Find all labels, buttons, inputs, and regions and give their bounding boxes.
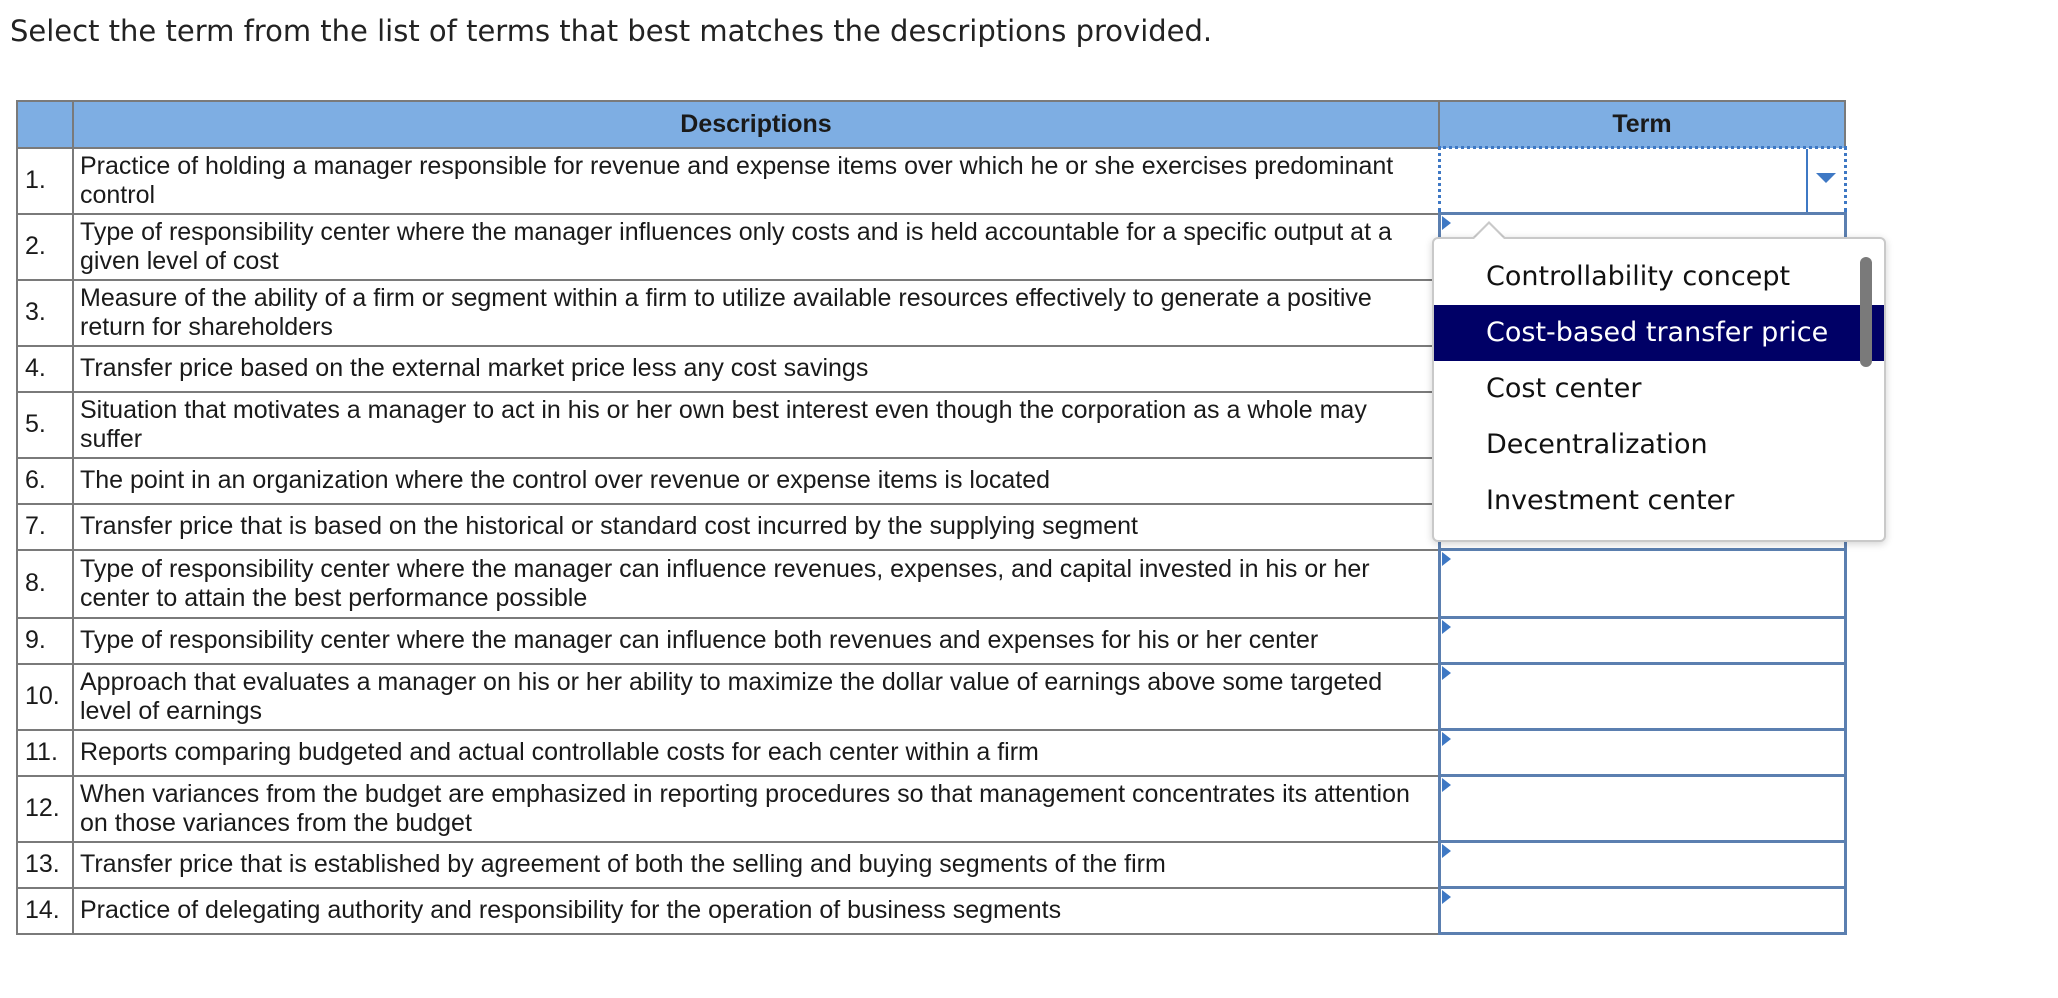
dropdown-pointer-inner — [1474, 224, 1504, 239]
instructions-text: Select the term from the list of terms that best matches the descriptions provided. — [10, 14, 1213, 48]
row-number: 8. — [17, 550, 73, 618]
term-select-11[interactable] — [1439, 730, 1845, 776]
row-number: 12. — [17, 776, 73, 842]
corner-marker-icon — [1442, 620, 1451, 634]
dropdown-scrollbar[interactable] — [1860, 257, 1872, 367]
row-description: Transfer price based on the external market price less any cost savings — [73, 346, 1439, 392]
row-description: Type of responsibility center where the manager can influence both revenues and expenses for his or her center — [73, 618, 1439, 664]
row-description: Type of responsibility center where the manager influences only costs and is held accountable for a specific output at a given level of cost — [73, 214, 1439, 280]
row-number: 5. — [17, 392, 73, 458]
row-description: Type of responsibility center where the manager can influence revenues, expenses, and capital invested in his or her center to attain the best performance possible — [73, 550, 1439, 618]
row-description: Situation that motivates a manager to act in his or her own best interest even though the corporation as a whole may suffer — [73, 392, 1439, 458]
row-description: When variances from the budget are emphasized in reporting procedures so that management concentrates its attention on those variances from the budget — [73, 776, 1439, 842]
row-description: Practice of delegating authority and responsibility for the operation of business segments — [73, 888, 1439, 934]
row-description: Transfer price that is established by agreement of both the selling and buying segments of the firm — [73, 842, 1439, 888]
corner-marker-icon — [1442, 732, 1451, 746]
row-number: 1. — [17, 148, 73, 214]
row-description: Reports comparing budgeted and actual controllable costs for each center within a firm — [73, 730, 1439, 776]
table-row — [17, 664, 1845, 730]
row-number: 7. — [17, 504, 73, 550]
term-dropdown-list[interactable] — [1432, 237, 1886, 542]
dropdown-option[interactable]: Cost center — [1486, 373, 1642, 404]
dropdown-option-selected[interactable]: Cost-based transfer price — [1434, 305, 1884, 361]
term-select-14[interactable] — [1439, 888, 1845, 934]
row-number: 9. — [17, 618, 73, 664]
table-row — [17, 148, 1845, 214]
term-select-8[interactable] — [1439, 550, 1845, 618]
row-number: 2. — [17, 214, 73, 280]
dropdown-option[interactable]: Controllability concept — [1486, 261, 1791, 292]
table-row — [17, 888, 1845, 934]
descriptions-column-header: Descriptions — [73, 101, 1439, 148]
row-number: 13. — [17, 842, 73, 888]
row-number: 11. — [17, 730, 73, 776]
row-number: 6. — [17, 458, 73, 504]
row-number: 3. — [17, 280, 73, 346]
term-column-header: Term — [1439, 101, 1845, 148]
dropdown-option[interactable]: Decentralization — [1486, 429, 1708, 460]
table-row — [17, 550, 1845, 618]
term-select-12[interactable] — [1439, 776, 1845, 842]
row-description: Approach that evaluates a manager on his or her ability to maximize the dollar value of earnings above some targeted level of earnings — [73, 664, 1439, 730]
row-description: Transfer price that is based on the historical or standard cost incurred by the supplying segment — [73, 504, 1439, 550]
row-number: 4. — [17, 346, 73, 392]
table-row — [17, 618, 1845, 664]
table-row — [17, 842, 1845, 888]
term-select-10[interactable] — [1439, 664, 1845, 730]
row-number: 14. — [17, 888, 73, 934]
row-description: Measure of the ability of a firm or segment within a firm to utilize available resources effectively to generate a positive return for shareholders — [73, 280, 1439, 346]
number-column-header — [17, 101, 73, 148]
row-description: Practice of holding a manager responsible for revenue and expense items over which he or she exercises predominant control — [73, 148, 1439, 214]
dropdown-option[interactable]: Investment center — [1486, 485, 1735, 516]
term-select-1[interactable] — [1439, 148, 1845, 214]
corner-marker-icon — [1442, 216, 1451, 230]
corner-marker-icon — [1442, 890, 1451, 904]
term-select-13[interactable] — [1439, 842, 1845, 888]
corner-marker-icon — [1442, 844, 1451, 858]
table-row — [17, 776, 1845, 842]
corner-marker-icon — [1442, 778, 1451, 792]
row-number: 10. — [17, 664, 73, 730]
table-row — [17, 730, 1845, 776]
row-description: The point in an organization where the control over revenue or expense items is located — [73, 458, 1439, 504]
term-select-9[interactable] — [1439, 618, 1845, 664]
chevron-down-icon[interactable] — [1816, 173, 1836, 183]
corner-marker-icon — [1442, 552, 1451, 566]
table-header-row — [17, 101, 1845, 148]
corner-marker-icon — [1442, 666, 1451, 680]
select-divider — [1806, 149, 1808, 212]
